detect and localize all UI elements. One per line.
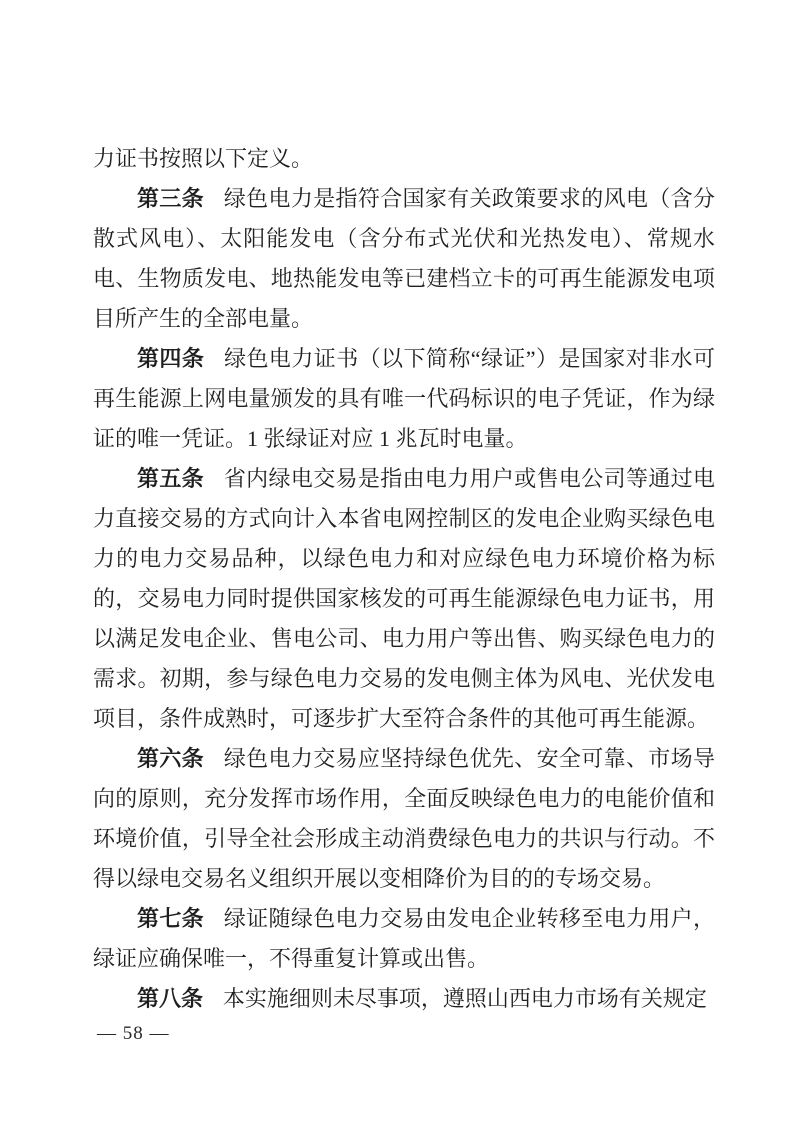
article-6-number: 第六条 — [137, 746, 205, 771]
article-3-number: 第三条 — [137, 186, 205, 211]
article-8-text: 本实施细则未尽事项，遵照山西电力市场有关规定 — [222, 986, 707, 1011]
article-4-number: 第四条 — [137, 346, 205, 371]
article-5-number: 第五条 — [137, 466, 205, 491]
article-5-paragraph — [93, 459, 715, 739]
article-3-paragraph — [93, 179, 715, 339]
document-body — [93, 139, 715, 1019]
page-number: — 58 — — [97, 1023, 170, 1044]
article-7-text: 绿证随绿色电力交易由发电企业转移至电力用户，绿证应确保唯一，不得重复计算或出售。 — [93, 906, 715, 971]
article-7-paragraph — [93, 899, 715, 979]
article-4-text: 绿色电力证书（以下简称“绿证”）是国家对非水可再生能源上网电量颁发的具有唯一代码标识的电子凭证，作为绿证的唯一凭证。1 张绿证对应 1 兆瓦时电量。 — [93, 346, 715, 451]
article-3-text: 绿色电力是指符合国家有关政策要求的风电（含分散式风电）、太阳能发电（含分布式光伏和光热发电）、常规水电、生物质发电、地热能发电等已建档立卡的可再生能源发电项目所产生的全部电量。 — [93, 186, 715, 331]
paragraph-text: 力证书按照以下定义。 — [93, 146, 314, 171]
article-4-paragraph — [93, 339, 715, 459]
article-8-number: 第八条 — [137, 986, 204, 1011]
article-6-paragraph — [93, 739, 715, 899]
article-6-text: 绿色电力交易应坚持绿色优先、安全可靠、市场导向的原则，充分发挥市场作用，全面反映绿色电力的电能价值和环境价值，引导全社会形成主动消费绿色电力的共识与行动。不得以绿电交易名义组织开展以变相降价为目的的专场交易。 — [93, 746, 715, 891]
article-8-paragraph — [93, 979, 715, 1019]
article-7-number: 第七条 — [137, 906, 205, 931]
article-5-text: 省内绿电交易是指由电力用户或售电公司等通过电力直接交易的方式向计入本省电网控制区的发电企业购买绿色电力的电力交易品种，以绿色电力和对应绿色电力环境价格为标的，交易电力同时提供国家核发的可再生能源绿色电力证书，用以满足发电企业、售电公司、电力用户等出售、购买绿色电力的需求。初期，参与绿色电力交易的发电侧主体为风电、光伏发电项目，条件成熟时，可逐步扩大至符合条件的其他可再生能源。 — [93, 466, 715, 731]
paragraph-continuation — [93, 139, 715, 179]
